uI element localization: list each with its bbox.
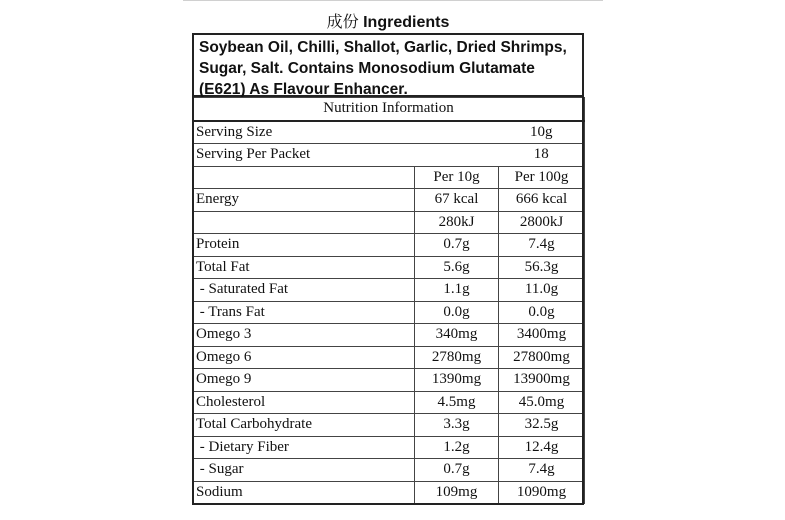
nutrient-label: Omego 6 (193, 346, 415, 369)
nutrient-row (193, 481, 585, 504)
nutrient-per-serving: 0.7g (415, 459, 499, 482)
nutrient-per-serving: 0.7g (415, 234, 499, 257)
nutrient-per-serving: 109mg (415, 481, 499, 504)
nutrient-label: Cholesterol (193, 391, 415, 414)
nutrient-per-serving: 67 kcal (415, 189, 499, 212)
nutrient-per-100: 11.0g (499, 279, 585, 302)
column-header-row (193, 166, 585, 189)
nutrient-label: Protein (193, 234, 415, 257)
nutrient-per-100: 1090mg (499, 481, 585, 504)
nutrient-row (193, 256, 585, 279)
nutrition-table (192, 97, 585, 504)
nutrient-label: Energy (193, 189, 415, 212)
nutrient-label: - Saturated Fat (193, 279, 415, 302)
nutrient-row (193, 346, 585, 369)
nutrient-per-100: 7.4g (499, 459, 585, 482)
nutrient-per-serving: 340mg (415, 324, 499, 347)
serving-per-packet-value: 18 (499, 144, 585, 167)
nutrient-per-100: 56.3g (499, 256, 585, 279)
nutrient-per-100: 45.0mg (499, 391, 585, 414)
nutrient-per-serving: 3.3g (415, 414, 499, 437)
nutrient-label: - Sugar (193, 459, 415, 482)
nutrient-per-100: 27800mg (499, 346, 585, 369)
nutrient-per-serving: 280kJ (415, 211, 499, 234)
nutrient-per-serving: 1390mg (415, 369, 499, 392)
column-header-per-100: Per 100g (499, 166, 585, 189)
nutrient-label: Sodium (193, 481, 415, 504)
nutrient-row (193, 211, 585, 234)
nutrient-label: - Trans Fat (193, 301, 415, 324)
title-chinese: 成份 (326, 12, 359, 31)
nutrient-per-100: 7.4g (499, 234, 585, 257)
nutrient-row (193, 459, 585, 482)
nutrient-per-100: 2800kJ (499, 211, 585, 234)
nutrient-row (193, 234, 585, 257)
nutrient-per-100: 3400mg (499, 324, 585, 347)
nutrient-row (193, 324, 585, 347)
nutrient-label: - Dietary Fiber (193, 436, 415, 459)
nutrient-per-serving: 1.1g (415, 279, 499, 302)
nutrition-header: Nutrition Information (193, 98, 585, 121)
ingredients-title (193, 9, 583, 32)
nutrient-label: Total Carbohydrate (193, 414, 415, 437)
top-divider (183, 0, 603, 1)
serving-per-packet-label: Serving Per Packet (193, 144, 499, 167)
nutrient-label (193, 211, 415, 234)
nutrient-row (193, 391, 585, 414)
nutrient-row (193, 436, 585, 459)
serving-size-row (193, 121, 585, 144)
nutrient-per-serving: 0.0g (415, 301, 499, 324)
ingredients-box: Soybean Oil, Chilli, Shallot, Garlic, Dried Shrimps, Sugar, Salt. Contains Monosodium Glutamate (E621) As Flavour Enhancer. (192, 33, 584, 97)
column-header-blank (193, 166, 415, 189)
nutrient-row (193, 369, 585, 392)
nutrient-per-serving: 2780mg (415, 346, 499, 369)
nutrient-label: Omego 9 (193, 369, 415, 392)
nutrient-row (193, 414, 585, 437)
serving-per-packet-row (193, 144, 585, 167)
nutrition-header-row (193, 98, 585, 121)
nutrient-row (193, 301, 585, 324)
nutrient-per-100: 12.4g (499, 436, 585, 459)
nutrient-label: Total Fat (193, 256, 415, 279)
column-header-per-serving: Per 10g (415, 166, 499, 189)
nutrient-row (193, 279, 585, 302)
nutrient-per-serving: 5.6g (415, 256, 499, 279)
serving-size-label: Serving Size (193, 121, 499, 144)
nutrient-row (193, 189, 585, 212)
nutrient-per-100: 0.0g (499, 301, 585, 324)
nutrient-label: Omego 3 (193, 324, 415, 347)
nutrient-per-serving: 4.5mg (415, 391, 499, 414)
nutrient-per-100: 32.5g (499, 414, 585, 437)
nutrient-per-100: 666 kcal (499, 189, 585, 212)
nutrient-per-serving: 1.2g (415, 436, 499, 459)
serving-size-value: 10g (499, 121, 585, 144)
title-english: Ingredients (363, 14, 450, 31)
nutrient-per-100: 13900mg (499, 369, 585, 392)
